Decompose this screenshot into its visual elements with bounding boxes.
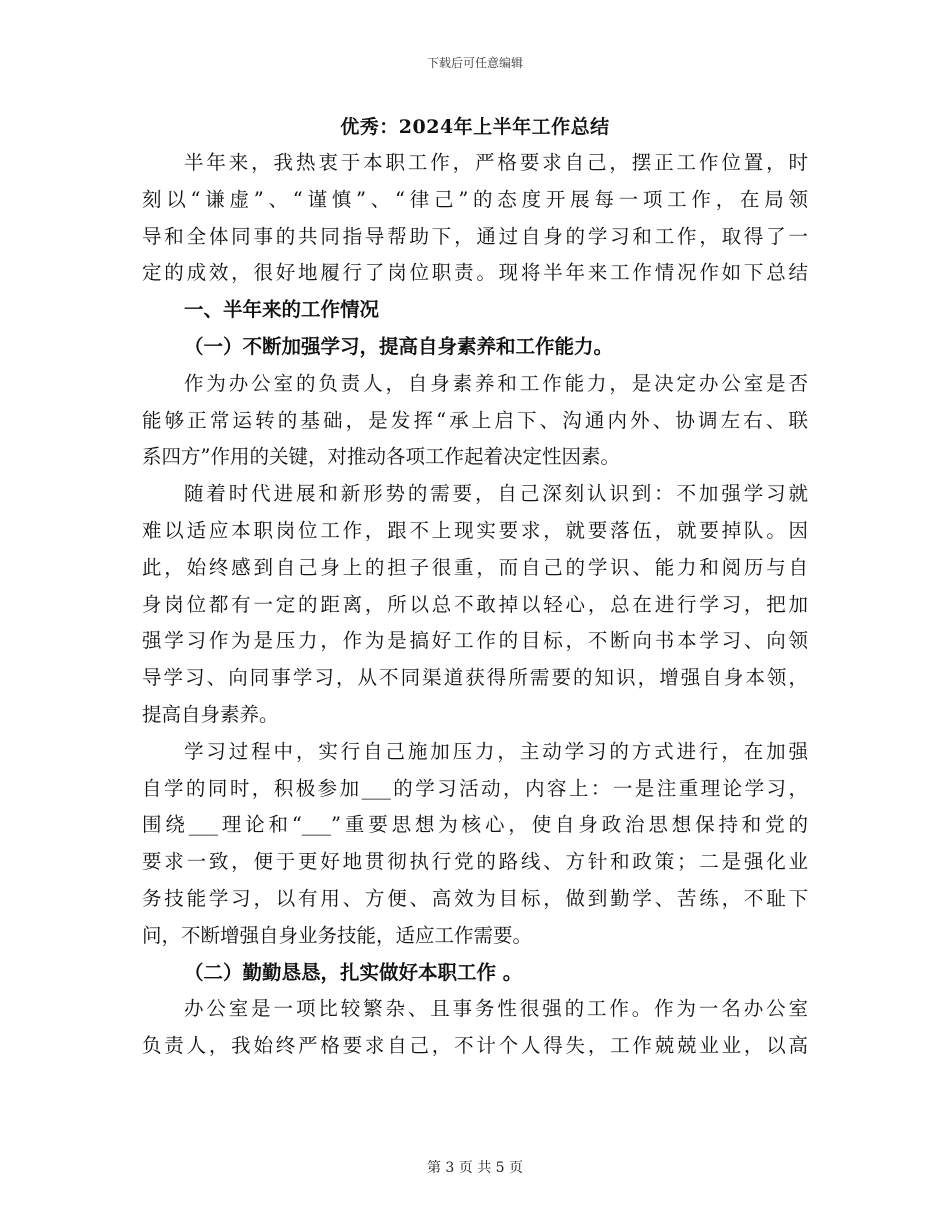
paragraph-line: 围绕___理论和“___”重要思想为核心，使自身政治思想保持和党的 bbox=[142, 813, 808, 837]
paragraph-line: 随着时代进展和新形势的需要，自己深刻认识到：不加强学习就 bbox=[184, 482, 808, 506]
paragraph-line: 系四方”作用的关键，对推动各项工作起着决定性因素。 bbox=[142, 445, 620, 469]
paragraph-line: 导和全体同事的共同指导帮助下，通过自身的学习和工作，取得了一 bbox=[142, 224, 808, 248]
paragraph-line: 能够正常运转的基础，是发挥“承上启下、沟通内外、协调左右、联 bbox=[142, 408, 808, 432]
paragraph-line: 问，不断增强自身业务技能，适应工作需要。 bbox=[142, 923, 533, 947]
header-note: 下载后可任意编辑 bbox=[426, 56, 523, 70]
paragraph-line: 刻以“谦虚”、“谨慎”、“律己”的态度开展每一项工作，在局领 bbox=[142, 187, 808, 211]
paragraph-line: 办公室是一项比较繁杂、且事务性很强的工作。作为一名办公室 bbox=[184, 997, 808, 1021]
paragraph-line: 强学习作为是压力，作为是搞好工作的目标，不断向书本学习、向领 bbox=[142, 629, 808, 653]
paragraph-line: 自学的同时，积极参加___的学习活动，内容上：一是注重理论学习， bbox=[142, 776, 808, 800]
paragraph-line: 定的成效，很好地履行了岗位职责。现将半年来工作情况作如下总结 bbox=[142, 261, 808, 285]
subsection-heading: （一）不断加强学习，提高自身素养和工作能力。 bbox=[184, 334, 614, 358]
paragraph-line: 提高自身素养。 bbox=[142, 702, 279, 726]
document-title: 优秀：2024年上半年工作总结 bbox=[340, 116, 610, 138]
paragraph-line: 要求一致，便于更好地贯彻执行党的路线、方针和政策；二是强化业 bbox=[142, 850, 808, 874]
paragraph-line: 此，始终感到自己身上的担子很重，而自己的学识、能力和阅历与自 bbox=[142, 555, 808, 579]
paragraph-line: 身岗位都有一定的距离，所以总不敢掉以轻心，总在进行学习，把加 bbox=[142, 592, 808, 616]
paragraph-line: 导学习、向同事学习，从不同渠道获得所需要的知识，增强自身本领， bbox=[142, 666, 808, 690]
paragraph-line: 半年来，我热衷于本职工作，严格要求自己，摆正工作位置，时 bbox=[184, 151, 808, 174]
subsection-heading: （二）勤勤恳恳，扎实做好本职工作 。 bbox=[184, 960, 523, 984]
paragraph-line: 难以适应本职岗位工作，跟不上现实要求，就要落伍，就要掉队。因 bbox=[142, 518, 808, 542]
paragraph-line: 学习过程中，实行自己施加压力，主动学习的方式进行，在加强 bbox=[184, 739, 808, 763]
page-number-footer: 第 3 页 共 5 页 bbox=[426, 1160, 524, 1176]
paragraph-line: 务技能学习，以有用、方便、高效为目标，做到勤学、苦练，不耻下 bbox=[142, 886, 808, 910]
document-body bbox=[142, 145, 808, 1065]
paragraph-line: 负责人，我始终严格要求自己，不计个人得失，工作兢兢业业，以高 bbox=[142, 1034, 808, 1058]
paragraph-line: 作为办公室的负责人，自身素养和工作能力，是决定办公室是否 bbox=[184, 371, 808, 395]
section-heading: 一、半年来的工作情况 bbox=[184, 298, 380, 322]
